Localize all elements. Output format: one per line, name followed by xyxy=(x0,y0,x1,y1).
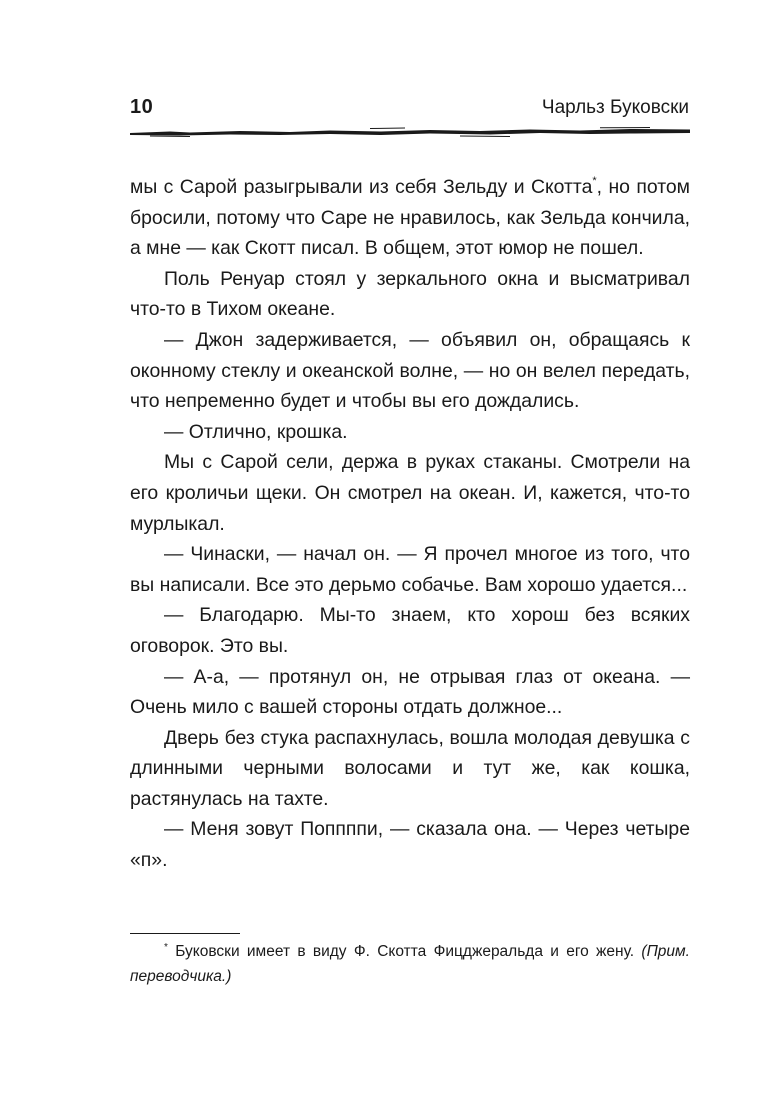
footnote-text: Буковски имеет в виду Ф. Скотта Фицджеральда и его жену. xyxy=(175,943,635,960)
paragraph: Дверь без стука распахнулась, вошла молодая девушка с длинными черными волосами и тут же, как кошка, растянулась на тахте. xyxy=(130,726,690,810)
page-number: 10 xyxy=(130,96,154,118)
footnote-body xyxy=(130,940,690,989)
paragraph: — Джон задерживается, — объявил он, обращаясь к оконному стеклу и океанской волне, — но он велел передать, что непременно будет и чтобы вы его дождались. xyxy=(130,328,690,413)
paragraph: — Благодарю. Мы-то знаем, кто хорош без всяких оговорок. Это вы. xyxy=(130,604,690,657)
paragraph xyxy=(130,172,690,264)
footnote xyxy=(130,940,690,989)
footnote-marker: * xyxy=(164,942,168,953)
paragraph: — Чинаски, — начал он. — Я прочел многое из того, что вы написали. Все это дерьмо собачье. Вам хорошо удается... xyxy=(130,543,690,596)
footnote-marker: * xyxy=(592,175,597,187)
paragraph-text: мы с Сарой разыгрывали из себя Зельду и Скотта xyxy=(130,176,593,198)
paragraph: Поль Ренуар стоял у зеркального окна и высматривал что-то в Тихом океане. xyxy=(130,267,690,321)
body-text xyxy=(130,172,690,876)
footnote-divider xyxy=(130,933,240,934)
paragraph: — Меня зовут Поппппи, — сказала она. — Через четыре «п». xyxy=(130,818,690,872)
translator-note: (Прим. переводчика.) xyxy=(130,943,690,985)
paragraph: — Отлично, крошка. xyxy=(164,420,348,443)
paragraph-text-tail: , но потом бросили, потому что Саре не нравилось, как Зельда кончила, а мне — как Скотт писал. В общем, этот юмор не пошел. xyxy=(130,176,690,260)
paragraph: Мы с Сарой сели, держа в руках стаканы. Смотрели на его кроличьи щеки. Он смотрел на океан. И, кажется, что-то мурлыкал. xyxy=(130,451,690,535)
paragraph: — А-а, — протянул он, не отрывая глаз от океана. — Очень мило с вашей стороны отдать должное... xyxy=(130,665,690,719)
header-rule xyxy=(130,124,690,140)
running-head: Чарльз Буковски xyxy=(541,97,689,118)
